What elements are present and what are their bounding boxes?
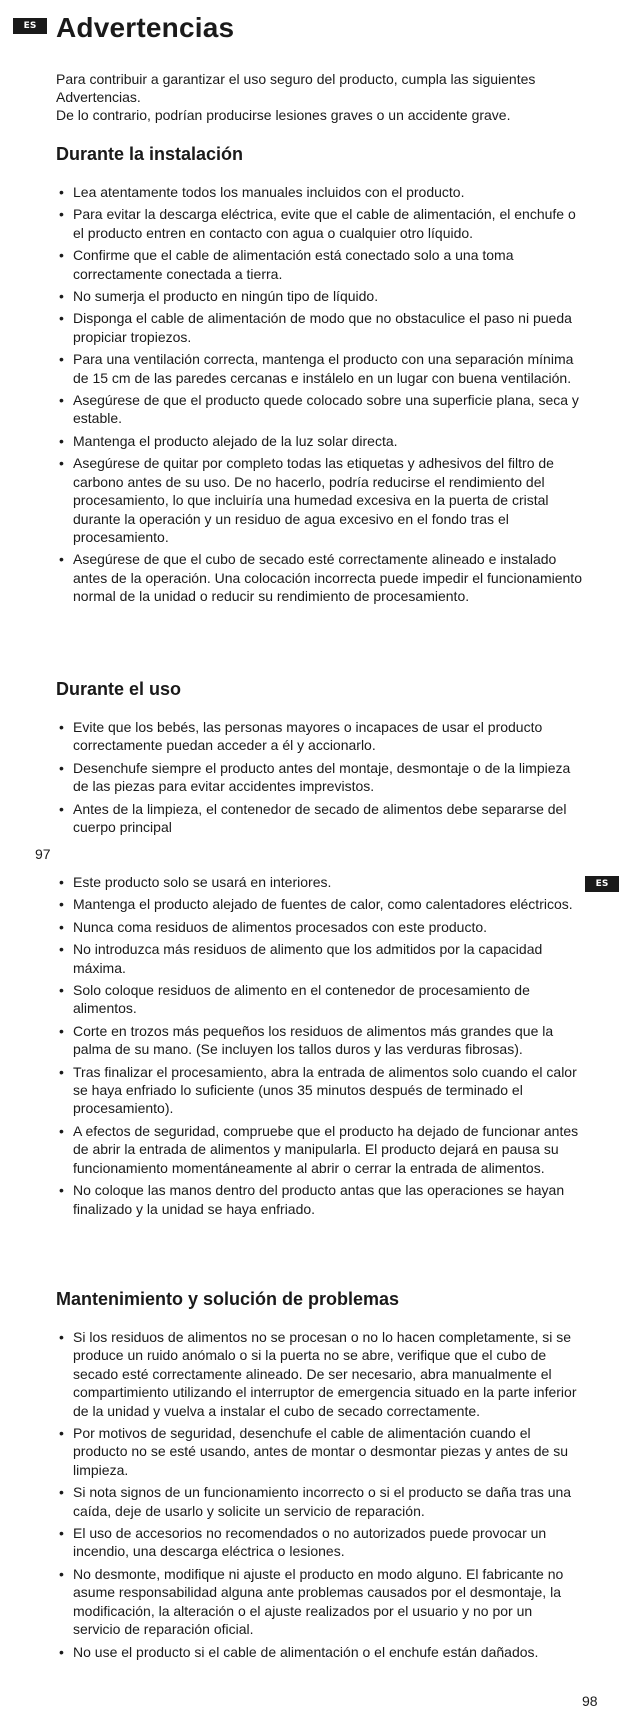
installation-warning-list	[58, 183, 582, 610]
list-item: • Disponga el cable de alimentación de modo que no obstaculice el paso ni pueda propiciar tropiezos.	[58, 309, 582, 346]
list-item: • No desmonte, modifique ni ajuste el producto en modo alguno. El fabricante no asume responsabilidad alguna ante problemas causados por el desmontaje, la modificación, la alteración o el ajuste realizados por el usuario y no por un servicio de reparación oficial.	[58, 1565, 582, 1639]
page-title: Advertencias	[56, 12, 235, 43]
list-item: • Por motivos de seguridad, desenchufe el cable de alimentación cuando el producto no se esté usando, antes de montar o desmontar piezas y antes de su limpieza.	[58, 1424, 582, 1479]
list-item: • Solo coloque residuos de alimento en el contenedor de procesamiento de alimentos.	[58, 981, 582, 1018]
list-item: • No sumerja el producto en ningún tipo de líquido.	[58, 287, 582, 305]
list-item: • Lea atentamente todos los manuales incluidos con el producto.	[58, 183, 582, 201]
list-item: • El uso de accesorios no recomendados o no autorizados puede provocar un incendio, una descarga eléctrica o lesiones.	[58, 1524, 582, 1561]
usage-warning-list-continued	[58, 873, 582, 1222]
list-item: • Asegúrese de que el producto quede colocado sobre una superficie plana, seca y estable.	[58, 391, 582, 428]
list-item: • Este producto solo se usará en interiores.	[58, 873, 582, 891]
list-item: • Nunca coma residuos de alimentos procesados con este producto.	[58, 918, 582, 936]
list-item: • Antes de la limpieza, el contenedor de secado de alimentos debe separarse del cuerpo principal	[58, 800, 582, 837]
list-item: • Mantenga el producto alejado de la luz solar directa.	[58, 432, 582, 450]
page-number-right: 98	[582, 1693, 598, 1709]
intro-line: De lo contrario, podrían producirse lesiones graves o un accidente grave.	[56, 107, 511, 123]
intro-line: Para contribuir a garantizar el uso seguro del producto, cumpla las siguientes Advertencias.	[56, 71, 536, 105]
intro-text	[56, 70, 596, 124]
list-item: • Desenchufe siempre el producto antes del montaje, desmontaje o de la limpieza de las piezas para evitar accidentes imprevistos.	[58, 759, 582, 796]
list-item: • Para una ventilación correcta, mantenga el producto con una separación mínima de 15 cm de las paredes cercanas e instálelo en un lugar con buena ventilación.	[58, 350, 582, 387]
list-item: • Para evitar la descarga eléctrica, evite que el cable de alimentación, el enchufe o el producto entren en contacto con agua o cualquier otro líquido.	[58, 205, 582, 242]
list-item: • No use el producto si el cable de alimentación o el enchufe están dañados.	[58, 1643, 582, 1661]
list-item: • Asegúrese de que el cubo de secado esté correctamente alineado e instalado antes de la operación. Una colocación incorrecta puede impedir el funcionamiento normal de la unidad o reducir su rendimiento de procesamiento.	[58, 550, 582, 605]
maintenance-warning-list	[58, 1328, 582, 1665]
list-item: • Corte en trozos más pequeños los residuos de alimentos más grandes que la palma de su mano. (Se incluyen los tallos duros y las verduras fibrosas).	[58, 1022, 582, 1059]
list-item: • Confirme que el cable de alimentación está conectado solo a una toma correctamente conectada a tierra.	[58, 246, 582, 283]
list-item: • Evite que los bebés, las personas mayores o incapaces de usar el producto correctamente puedan acceder a él y accionarlo.	[58, 718, 582, 755]
language-badge: ES	[585, 876, 619, 892]
list-item: • Asegúrese de quitar por completo todas las etiquetas y adhesivos del filtro de carbono antes de su uso. De no hacerlo, podría reducirse el rendimiento del procesamiento, lo que incluiría una humedad excesiva en la puerta de cristal durante la operación y un residuo de agua excesivo en el fondo tras el procesamiento.	[58, 454, 582, 546]
list-item: • Si nota signos de un funcionamiento incorrecto o si el producto se daña tras una caída, deje de usarlo y solicite un servicio de reparación.	[58, 1483, 582, 1520]
usage-warning-list	[58, 718, 582, 840]
list-item: • Si los residuos de alimentos no se procesan o no lo hacen completamente, si se produce un ruido anómalo o si la puerta no se abre, verifique que el cubo de secado esté correctamente alineado. De ser necesario, abra manualmente el compartimiento utilizando el interruptor de emergencia situado en la parte inferior de la unidad y vuelva a instalar el cubo de secado correctamente.	[58, 1328, 582, 1420]
list-item: • A efectos de seguridad, compruebe que el producto ha dejado de funcionar antes de abrir la entrada de alimentos y manipularla. El producto dejará en pausa su funcionamiento momentáneamente al abrir o cerrar la entrada de alimentos.	[58, 1122, 582, 1177]
list-item: • No introduzca más residuos de alimento que los admitidos por la capacidad máxima.	[58, 940, 582, 977]
section-heading-usage: Durante el uso	[56, 679, 182, 699]
section-heading-maintenance: Mantenimiento y solución de problemas	[56, 1289, 400, 1309]
list-item: • No coloque las manos dentro del producto antas que las operaciones se hayan finalizado y la unidad se haya enfriado.	[58, 1181, 582, 1218]
language-badge: ES	[13, 18, 47, 34]
list-item: • Tras finalizar el procesamiento, abra la entrada de alimentos solo cuando el calor se haya enfriado lo suficiente (unos 35 minutos después de terminado el procesamiento).	[58, 1063, 582, 1118]
list-item: • Mantenga el producto alejado de fuentes de calor, como calentadores eléctricos.	[58, 895, 582, 913]
page-number-left: 97	[35, 846, 51, 862]
section-heading-installation: Durante la instalación	[56, 144, 244, 164]
